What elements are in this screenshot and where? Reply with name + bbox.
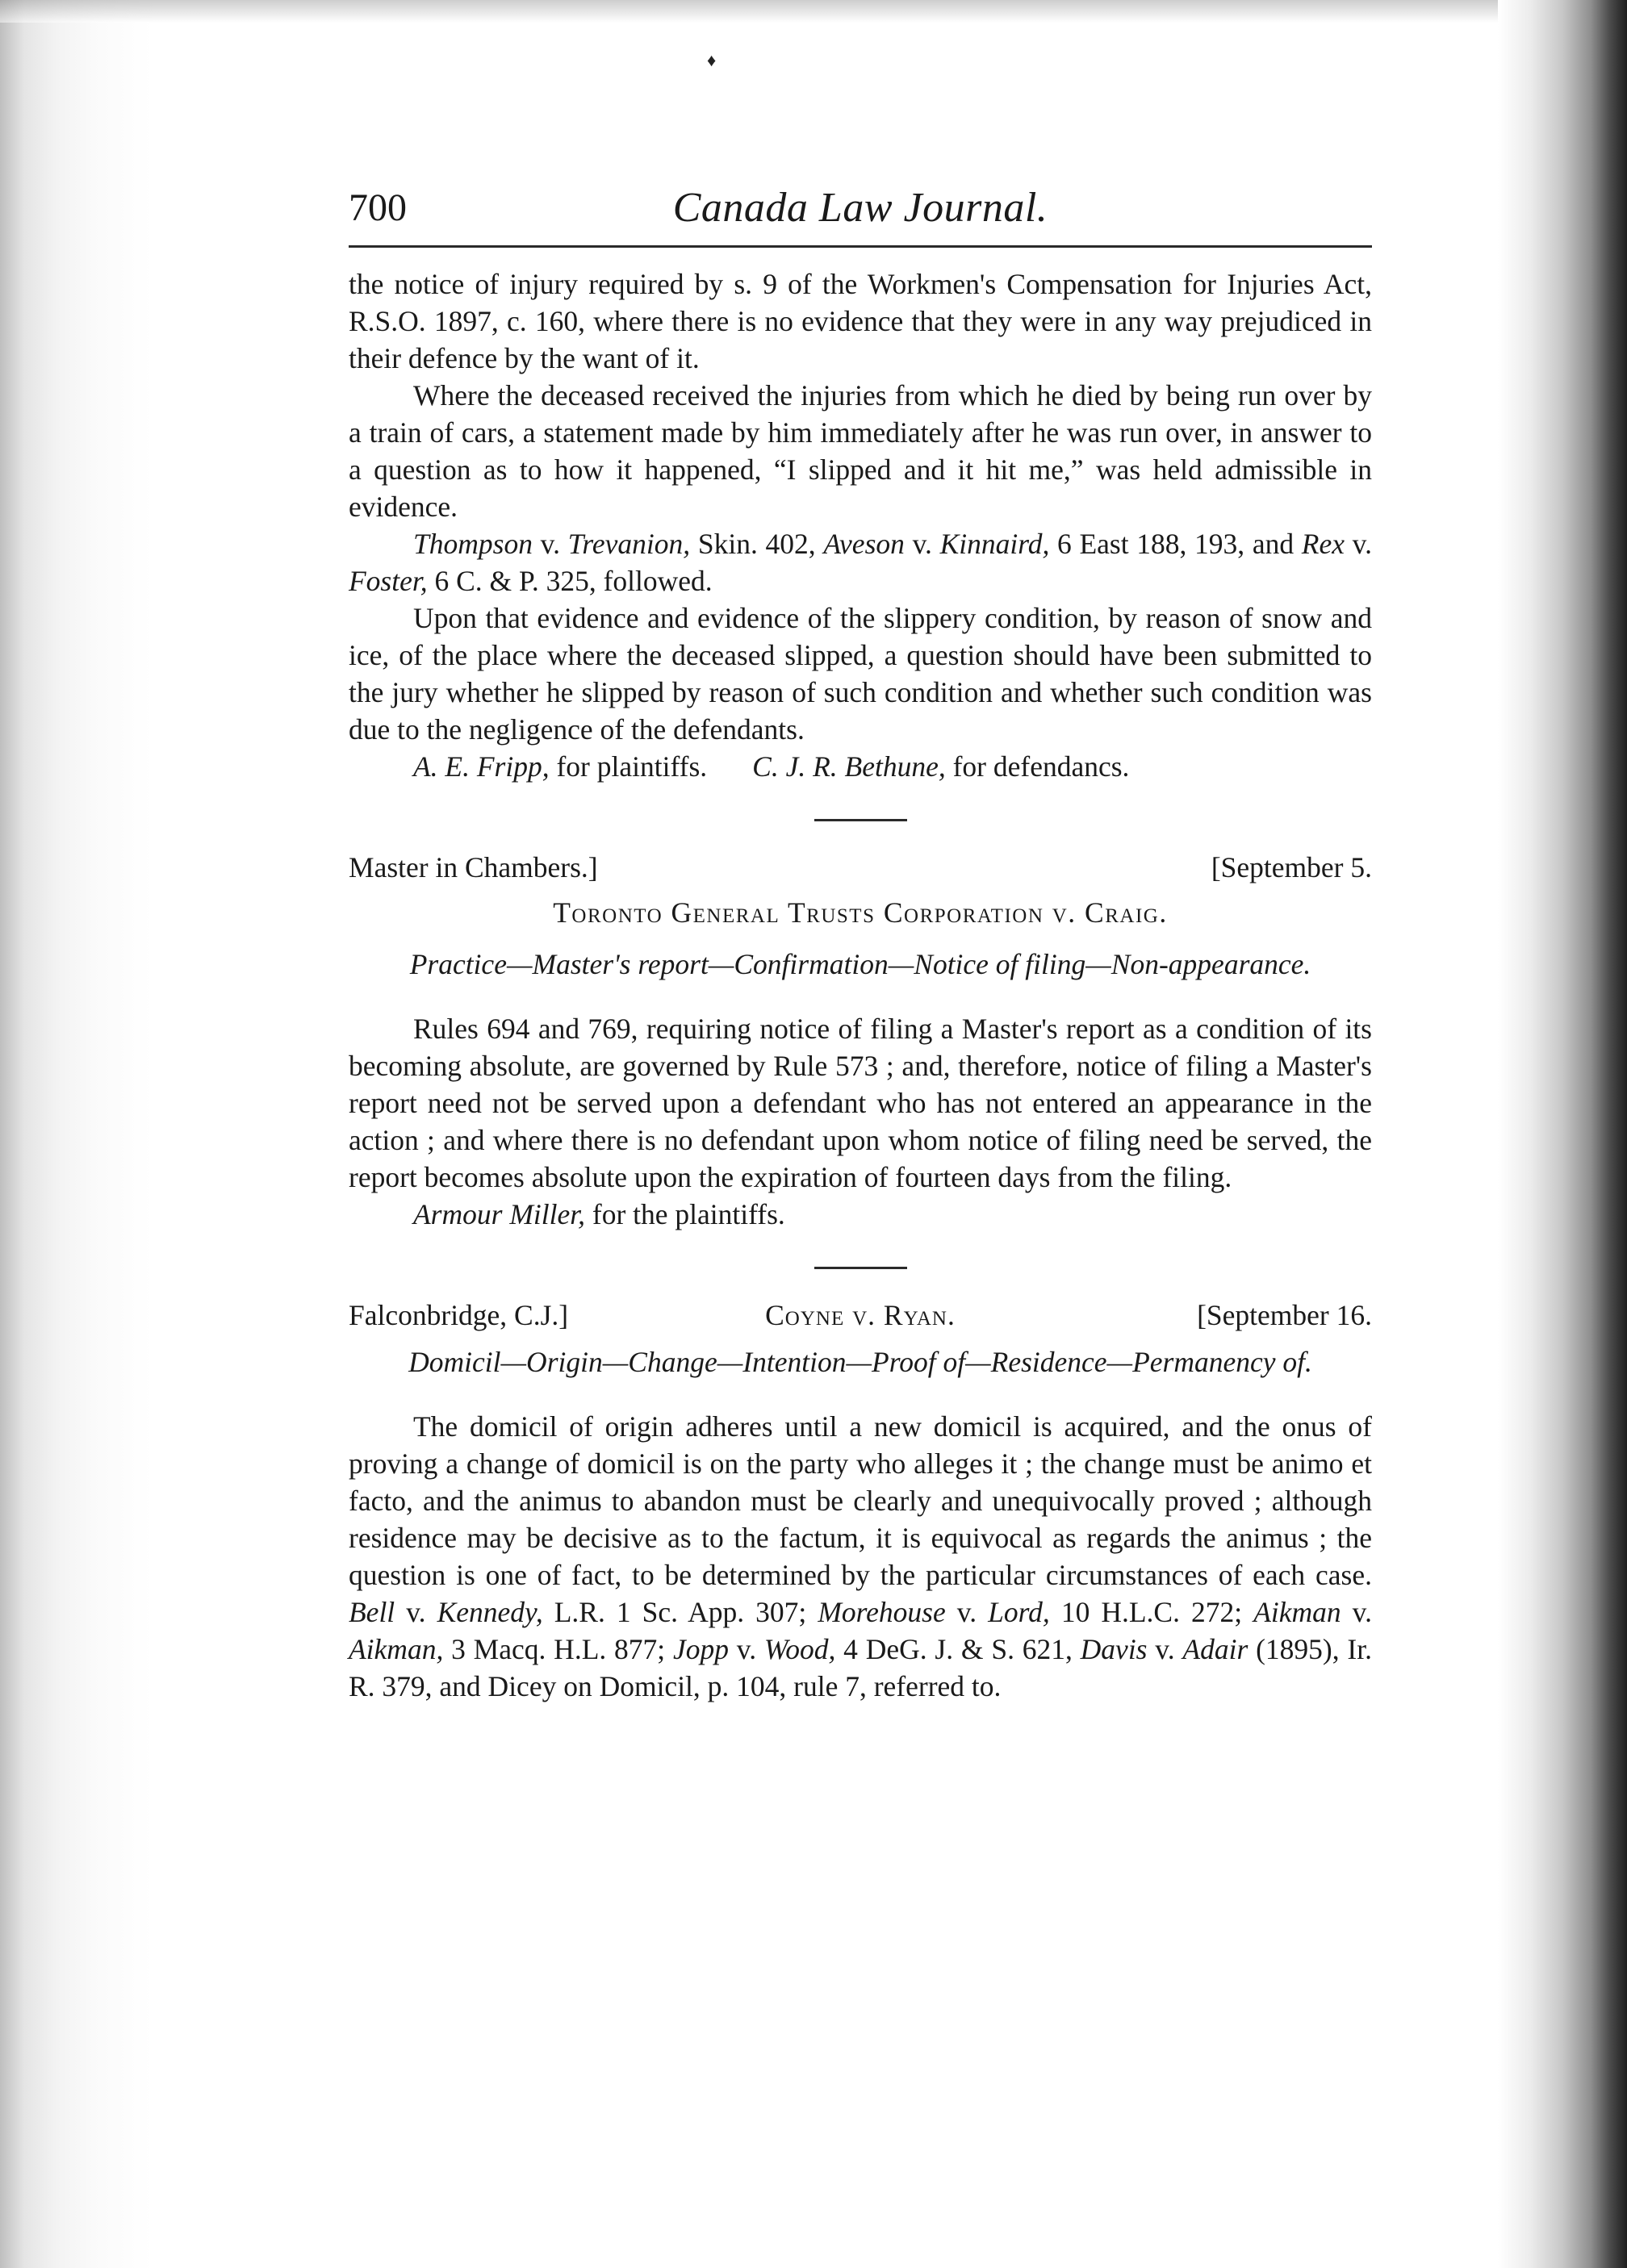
section-divider xyxy=(814,819,907,821)
scan-shadow-top xyxy=(0,0,1627,23)
counsel-role: for the plaintiffs. xyxy=(585,1198,785,1230)
versus: v. xyxy=(1340,1596,1372,1628)
case-name: Aikman xyxy=(1253,1596,1341,1628)
reference: Skin. 402, xyxy=(690,528,824,560)
case-name: Davis xyxy=(1080,1633,1148,1665)
journal-page xyxy=(349,176,1372,1705)
versus: v. xyxy=(1147,1633,1183,1665)
case-name: Kinnaird, xyxy=(939,528,1050,560)
reference: L.R. 1 Sc. App. 307; xyxy=(542,1596,818,1628)
case-name: Wood, xyxy=(763,1633,836,1665)
case-name: Adair xyxy=(1182,1633,1248,1665)
case2-court: Master in Chambers.] xyxy=(349,851,598,883)
case-name: Kennedy, xyxy=(437,1596,543,1628)
case3-headnote: Domicil—Origin—Change—Intention—Proof of—Residence—Permanency of. xyxy=(408,1346,1312,1378)
counsel-role: for defendancs. xyxy=(945,750,1130,783)
running-title: Canada Law Journal. xyxy=(672,185,1048,231)
counsel-role: for plaintiffs. xyxy=(549,750,708,783)
reference: 3 Macq. H.L. 877; xyxy=(443,1633,673,1665)
versus: v. xyxy=(532,528,568,560)
counsel-name: Armour Miller, xyxy=(413,1198,585,1230)
section-divider xyxy=(814,1267,907,1269)
case1-paragraph-1: the notice of injury required by s. 9 of the Workmen's Compensation for Injuries Act, R.S.O. 1897, c. 160, where there is no evidence that they were in any way prejudiced in their defence by the want of it. xyxy=(349,268,1372,374)
case3-court-line xyxy=(349,1297,1372,1339)
case2-title: Toronto General Trusts Corporation v. Craig. xyxy=(553,896,1168,929)
case-name: Rex xyxy=(1301,528,1345,560)
case2-court-line xyxy=(349,849,1372,891)
case3-paragraph-1 xyxy=(349,1408,1372,1705)
page-header xyxy=(349,176,1372,248)
reference: 10 H.L.C. 272; xyxy=(1049,1596,1254,1628)
case3-title: Coyne v. Ryan. xyxy=(765,1299,956,1331)
versus: v. xyxy=(728,1633,764,1665)
case-name: Morehouse xyxy=(818,1596,946,1628)
case-name: Jopp xyxy=(672,1633,729,1665)
counsel-name: A. E. Fripp, xyxy=(413,750,550,783)
reference: 6 C. & P. 325, followed. xyxy=(427,565,713,597)
versus: v. xyxy=(945,1596,989,1628)
case2-paragraph-1: Rules 694 and 769, requiring notice of filing a Master's report as a condition of its becoming absolute, are governed by Rule 573 ; and, therefore, notice of filing a Master's report need not be served upon a defendant who has not entered an appearance in the action ; and where there is no defendant upon whom notice of filing need be served, the report becomes absolute upon the expiration of fourteen days from the filing. xyxy=(349,1013,1372,1193)
page-number: 700 xyxy=(349,186,407,229)
page-body xyxy=(349,265,1372,1705)
case3-date: [September 16. xyxy=(1197,1299,1372,1331)
case1-counsel xyxy=(349,748,1372,785)
printer-mark: ♦ xyxy=(707,50,717,70)
case2-headnote: Practice—Master's report—Confirmation—Notice of filing—Non-appearance. xyxy=(409,948,1311,980)
case-name: Thompson xyxy=(413,528,533,560)
case1-citation-paragraph xyxy=(349,525,1372,599)
case1-paragraph-2: Where the deceased received the injuries from which he died by being run over by a train of cars, a statement made by him immediately after he was run over, in answer to a question as to how it happened, “I slipped and it hit me,” was held admissible in evidence. xyxy=(349,379,1372,523)
versus: v. xyxy=(395,1596,437,1628)
case-name: Trevanion, xyxy=(567,528,691,560)
case3-court: Falconbridge, C.J.] xyxy=(349,1299,569,1331)
reference: 6 East 188, 193, and xyxy=(1049,528,1302,560)
reference: (1895), Ir. R. 379, and Dicey on Domicil, p. 104, rule 7, referred to. xyxy=(349,1633,1372,1702)
case2-counsel xyxy=(349,1196,1372,1233)
counsel-name: C. J. R. Bethune, xyxy=(752,750,946,783)
scan-shadow-right xyxy=(1498,0,1627,2268)
reference: 4 DeG. J. & S. 621, xyxy=(835,1633,1081,1665)
case-name: Lord, xyxy=(988,1596,1050,1628)
case-name: Bell xyxy=(349,1596,395,1628)
scan-shadow-left xyxy=(0,0,153,2268)
case-name: Foster, xyxy=(349,565,428,597)
case-name: Aveson xyxy=(823,528,905,560)
case2-date: [September 5. xyxy=(1211,851,1372,883)
case1-paragraph-3: Upon that evidence and evidence of the slippery condition, by reason of snow and ice, of the place where the deceased slipped, a question should have been submitted to the jury whether he slipped by reason of such condition and whether such condition was due to the negligence of the defendants. xyxy=(349,602,1372,746)
versus: v. xyxy=(1345,528,1372,560)
paragraph-text: The domicil of origin adheres until a new domicil is acquired, and the onus of proving a change of domicil is on the party who alleges it ; the change must be animo et facto, and the animus to abandon must be clearly and unequivocally proved ; although residence may be decisive as to the factum, it is equivocal as regards the animus ; the question is one of fact, to be determined by the particular circumstances of each case. xyxy=(349,1410,1372,1591)
versus: v. xyxy=(904,528,940,560)
case-name: Aikman, xyxy=(349,1633,444,1665)
